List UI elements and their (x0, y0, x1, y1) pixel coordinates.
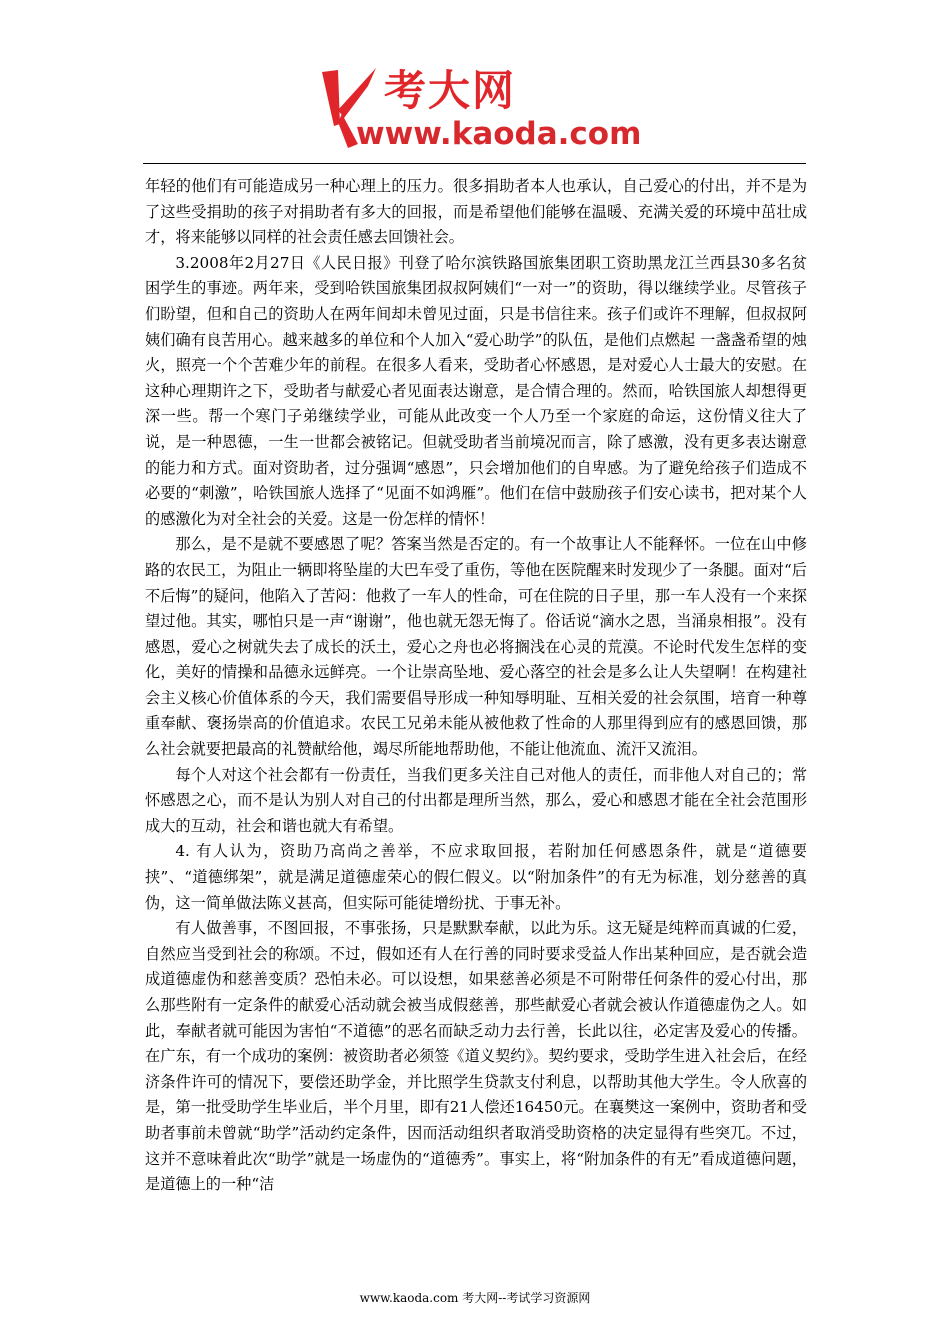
paragraph-2: 3.2008年2月27日《人民日报》刊登了哈尔滨铁路国旅集团职工资助黑龙江兰西县30多名贫困学生的事迹。两年来，受到哈铁国旅集团叔叔阿姨们“一对一”的资助，得以继续学业。尽管孩子们盼望，但和自己的资助人在两年间却未曾见过面，只是书信往来。孩子们或许不理解，但叔叔阿姨们确有良苦用心。越来越多的单位和个人加入“爱心助学”的队伍，是他们点燃起 一盏盏希望的烛火，照亮一个个苦难少年的前程。在很多人看来，受助者心怀感恩，是对爱心人士最大的安慰。在这种心理期许之下，受助者与献爱心者见面表达谢意，是合情合理的。然而，哈铁国旅人却想得更深一些。帮一个寒门子弟继续学业，可能从此改变一个人乃至一个家庭的命运，这份情义往大了说，是一种恩德，一生一世都会被铭记。但就受助者当前境况而言，除了感激，没有更多表达谢意的能力和方式。面对资助者，过分强调“感恩”，只会增加他们的自卑感。为了避免给孩子们造成不必要的“刺激”，哈铁国旅人选择了“见面不如鸿雁”。他们在信中鼓励孩子们安心读书，把对某个人的感激化为对全社会的关爱。这是一份怎样的情怀！ (145, 253, 807, 528)
header-divider (143, 163, 806, 164)
paragraph-5: 4. 有人认为，资助乃高尚之善举，不应求取回报，若附加任何感恩条件，就是“道德要挟”、“道德绑架”，就是满足道德虚荣心的假仁假义。以“附加条件”的有无为标准，划分慈善的真伪，这一简单做法陈义甚高，但实际可能徒增纷扰、于事无补。 (145, 842, 807, 912)
kaoda-logo (318, 66, 648, 158)
article-body (145, 174, 807, 1198)
paragraph-1: 年轻的他们有可能造成另一种心理上的压力。很多捐助者本人也承认，自己爱心的付出，并不是为了这些受捐助的孩子对捐助者有多大的回报，而是希望他们能够在温暖、充满关爱的环境中茁壮成才，将来能够以同样的社会责任感去回馈社会。 (145, 177, 807, 247)
logo-title: 考大网 (384, 66, 517, 115)
logo-url: www.kaoda.com (356, 116, 642, 152)
page-footer: www.kaoda.com 考大网--考试学习资源网 (359, 1291, 591, 1305)
paragraph-6: 有人做善事，不图回报，不事张扬，只是默默奉献，以此为乐。这无疑是纯粹而真诚的仁爱，自然应当受到社会的称颂。不过，假如还有人在行善的同时要求受益人作出某种回应，是否就会造成道德虚伪和慈善变质？恐怕未必。可以设想，如果慈善必须是不可附带任何条件的爱心付出，那么那些附有一定条件的献爱心活动就会被当成假慈善，那些献爱心者就会被认作道德虚伪之人。如此，奉献者就可能因为害怕“不道德”的恶名而缺乏动力去行善，长此以往，必定害及爱心的传播。在广东，有一个成功的案例：被资助者必须签《道义契约》。契约要求，受助学生进入社会后，在经济条件许可的情况下，要偿还助学金，并比照学生贷款支付利息，以帮助其他大学生。令人欣喜的是，第一批受助学生毕业后，半个月里，即有21人偿还16450元。在襄樊这一案例中，资助者和受助者事前未曾就“助学”活动约定条件，因而活动组织者取消受助资格的决定显得有些突兀。不过，这并不意味着此次“助学”就是一场虚伪的“道德秀”。事实上，将“附加条件的有无”看成道德问题，是道德上的一种“洁 (145, 919, 807, 1194)
paragraph-3: 那么，是不是就不要感恩了呢？答案当然是否定的。有一个故事让人不能释怀。一位在山中修路的农民工，为阻止一辆即将坠崖的大巴车受了重伤，等他在医院醒来时发现少了一条腿。面对“后不后悔”的疑问，他陷入了苦闷：他救了一车人的性命，可在住院的日子里，那一车人没有一个来探望过他。其实，哪怕只是一声“谢谢”，他也就无怨无悔了。俗话说“滴水之恩，当涌泉相报”。没有感恩，爱心之树就失去了成长的沃土，爱心之舟也必将搁浅在心灵的荒漠。不论时代发生怎样的变化，美好的情操和品德永远鲜亮。一个让崇高坠地、爱心落空的社会是多么让人失望啊！在构建社会主义核心价值体系的今天，我们需要倡导形成一种知辱明耻、互相关爱的社会氛围，培育一种尊重奉献、褒扬崇高的价值追求。农民工兄弟未能从被他救了性命的人那里得到应有的感恩回馈，那么社会就要把最高的礼赞献给他，竭尽所能地帮助他，不能让他流血、流汗又流泪。 (145, 535, 807, 759)
paragraph-4: 每个人对这个社会都有一份责任，当我们更多关注自己对他人的责任，而非他人对自己的；常怀感恩之心，而不是认为别人对自己的付出都是理所当然，那么，爱心和感恩才能在全社会范围形成大的互动，社会和谐也就大有希望。 (145, 765, 807, 835)
